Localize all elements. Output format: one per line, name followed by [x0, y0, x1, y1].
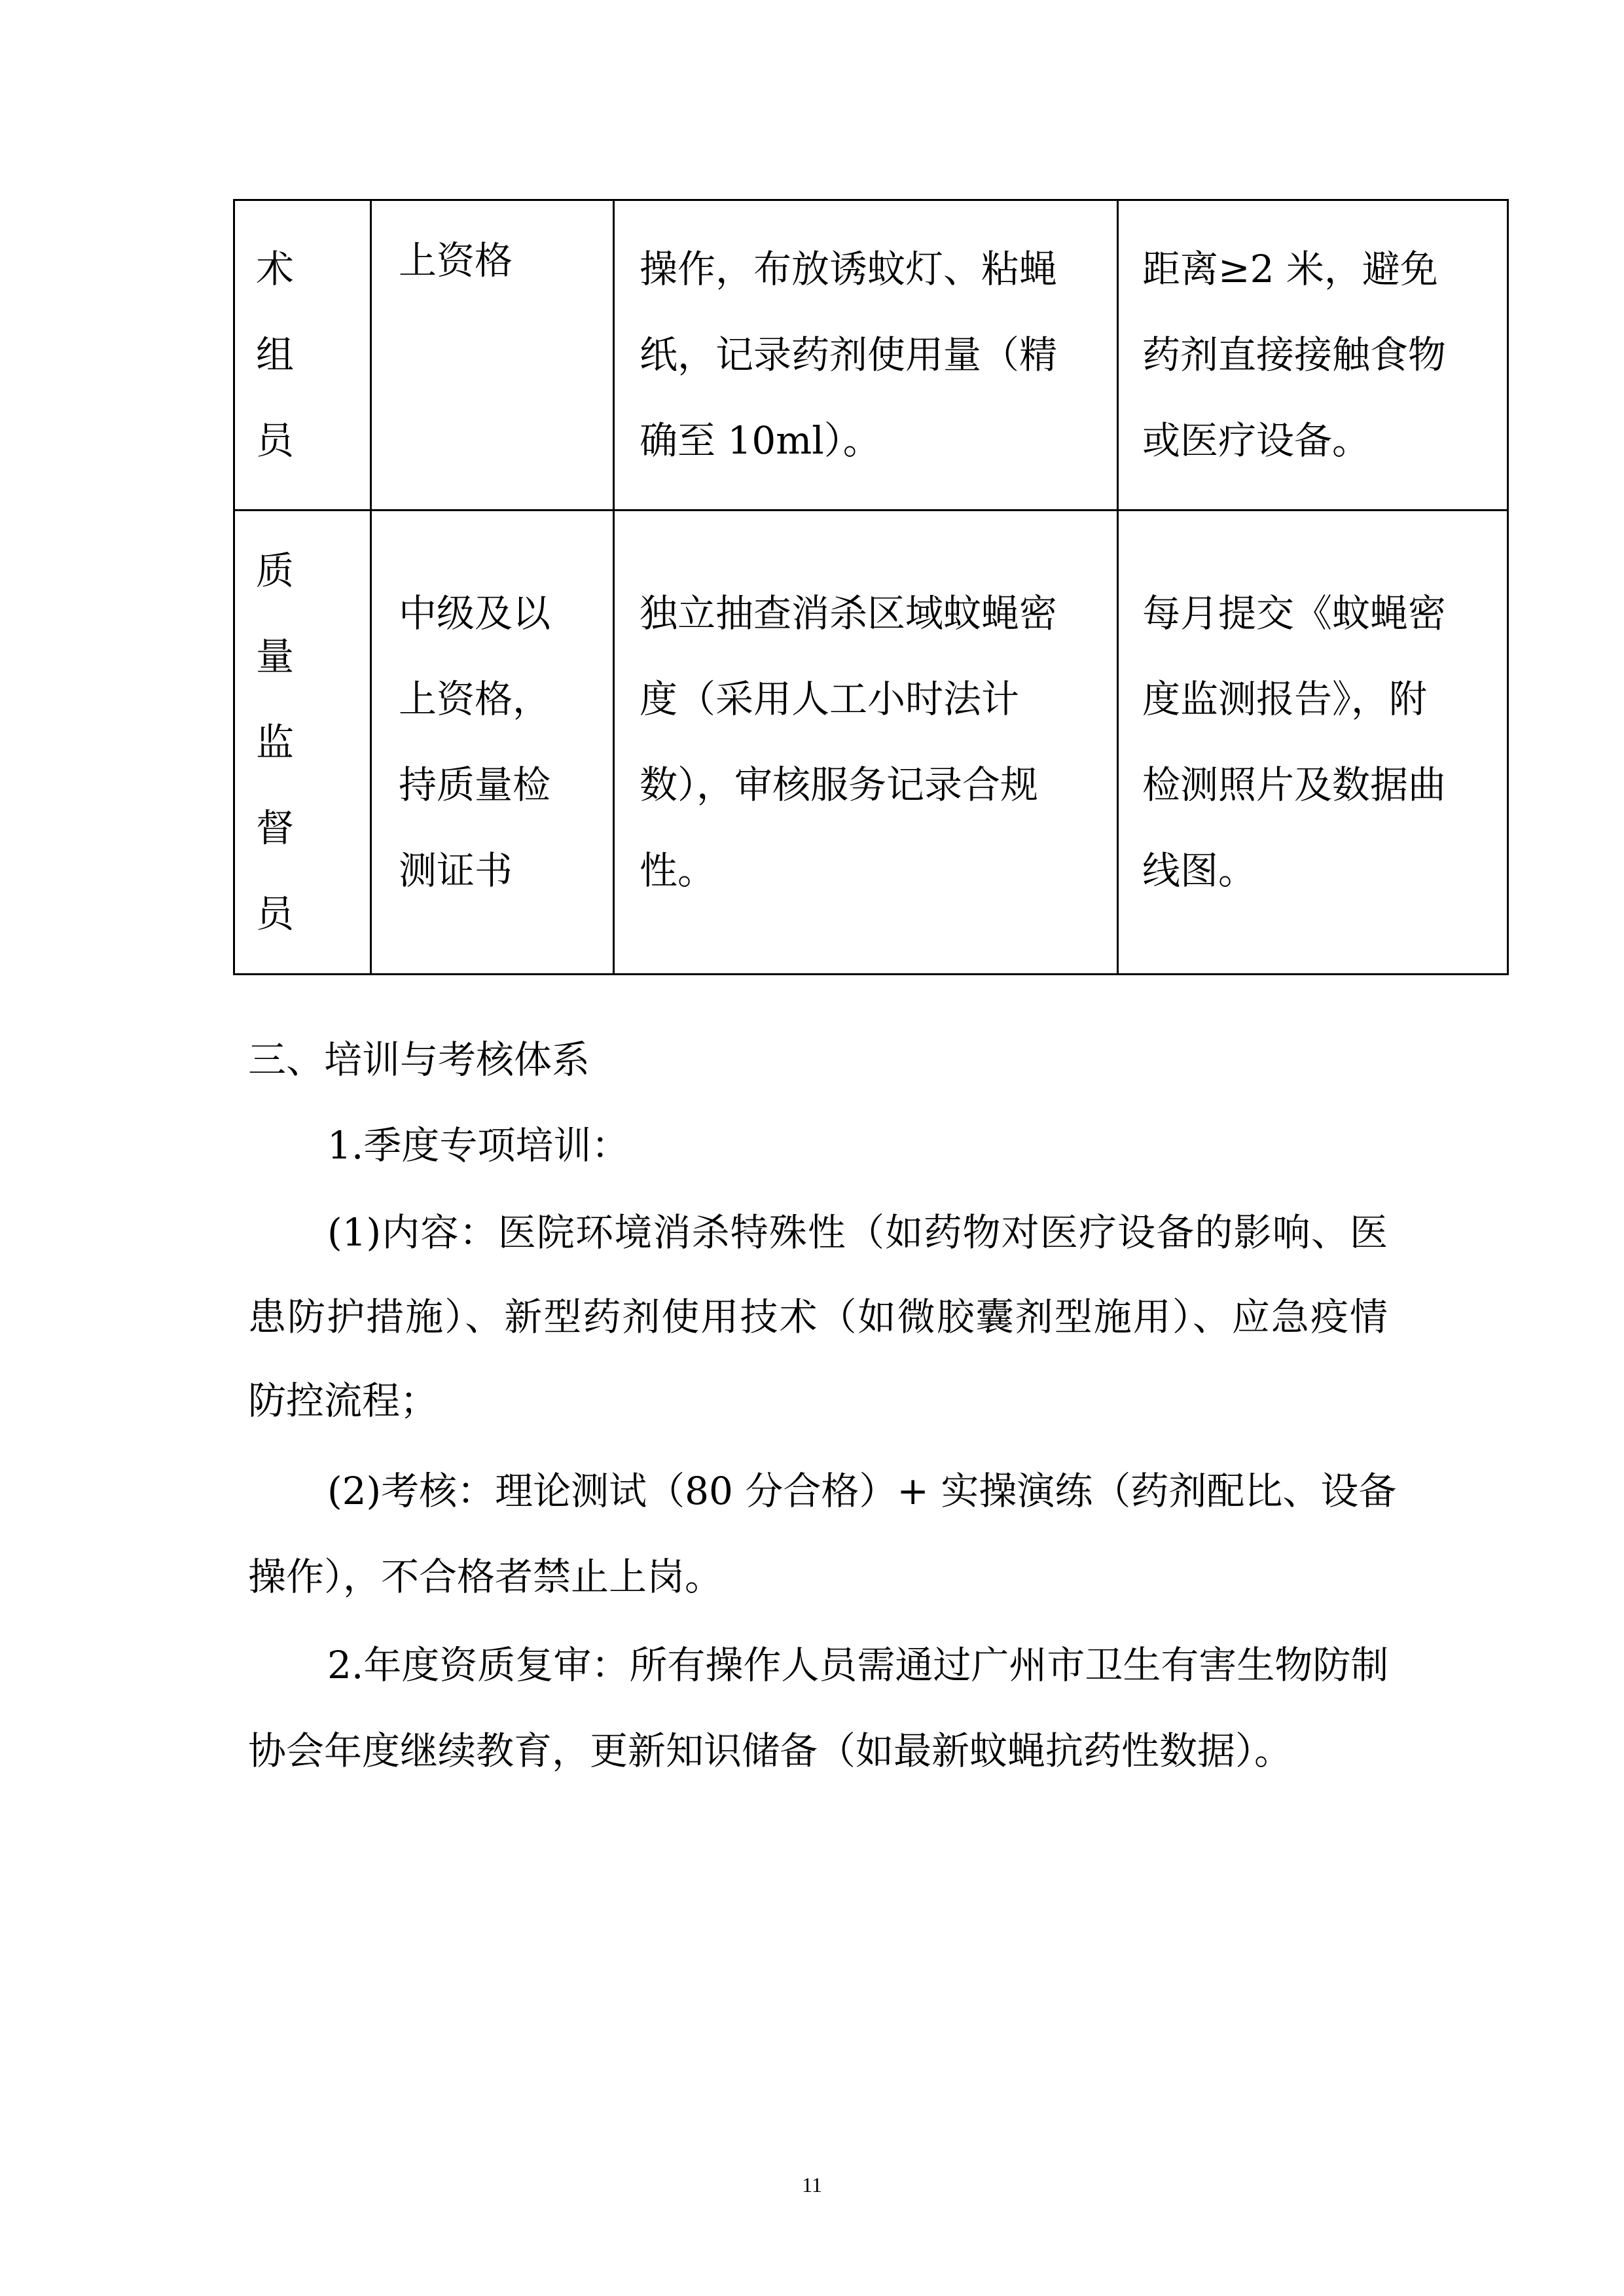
cell-line: 检测照片及数据曲: [1142, 762, 1447, 807]
cell-line: 数），审核服务记录合规: [640, 762, 1039, 807]
cell-line: 持质量检: [399, 762, 551, 807]
cell-line: 线图。: [1142, 848, 1257, 893]
cell-line: 量: [256, 634, 295, 679]
paragraph-line: 操作），不合格者禁止上岗。: [248, 1554, 723, 1599]
cell-line: 度监测报告》，附: [1142, 677, 1428, 721]
cell-line: 监: [256, 719, 295, 764]
role-cell: [234, 200, 371, 511]
cell-line: 每月提交《蚊蝇密: [1142, 591, 1447, 636]
cell-line: 督: [256, 805, 295, 850]
paragraph-line: 防控流程；: [248, 1378, 439, 1423]
role-cell: [234, 511, 371, 975]
cell-line: 性。: [640, 848, 716, 893]
cell-line: 距离≥2 米，避免: [1142, 247, 1438, 291]
cell-line: 员: [256, 891, 295, 936]
cell-line: 操作，布放诱蚊灯、粘蝇: [640, 247, 1058, 291]
cell-line: 纸，记录药剂使用量（精: [640, 332, 1058, 377]
paragraph-line: 协会年度继续教育，更新知识储备（如最新蚊蝇抗药性数据）。: [248, 1729, 1293, 1773]
cell-line: 药剂直接接触食物: [1142, 332, 1447, 377]
cell-line: 测证书: [399, 848, 513, 893]
paragraph-line: (1)内容：医院环境消杀特殊性（如药物对医疗设备的影响、医: [327, 1210, 1388, 1255]
staff-table: [233, 199, 1509, 975]
table-row: [234, 511, 1508, 975]
paragraph-line: (2)考核：理论测试（80 分合格）+ 实操演练（药剂配比、设备: [327, 1469, 1397, 1513]
cell-line: 或医疗设备。: [1142, 418, 1371, 463]
table-row: [234, 200, 1508, 511]
duties-cell: [614, 200, 1118, 511]
requirements-cell: [1118, 511, 1508, 975]
section-heading: 三、培训与考核体系: [248, 1037, 590, 1082]
cell-line: 独立抽查消杀区域蚊蝇密: [640, 591, 1058, 636]
paragraph-line: 患防护措施）、新型药剂使用技术（如微胶囊剂型施用）、应急疫情: [248, 1295, 1388, 1339]
requirements-cell: [1118, 200, 1508, 511]
cell-line: 员: [256, 418, 295, 463]
cell-line: 度（采用人工小时法计: [640, 677, 1020, 721]
cell-line: 上资格，: [399, 677, 551, 721]
paragraph-line: 2.年度资质复审：所有操作人员需通过广州市卫生有害生物防制: [327, 1643, 1389, 1687]
cell-line: 中级及以: [399, 591, 551, 636]
cell-line: 组: [256, 332, 295, 377]
page-number: 11: [802, 2173, 822, 2197]
cell-line: 确至 10ml）。: [640, 418, 881, 463]
qualification-cell: [371, 200, 614, 511]
qualification-cell: [371, 511, 614, 975]
cell-line: 上资格: [399, 238, 513, 283]
cell-line: 质: [256, 548, 295, 593]
duties-cell: [614, 511, 1118, 975]
paragraph-line: 1.季度专项培训：: [327, 1123, 630, 1168]
cell-line: 术: [256, 247, 295, 291]
